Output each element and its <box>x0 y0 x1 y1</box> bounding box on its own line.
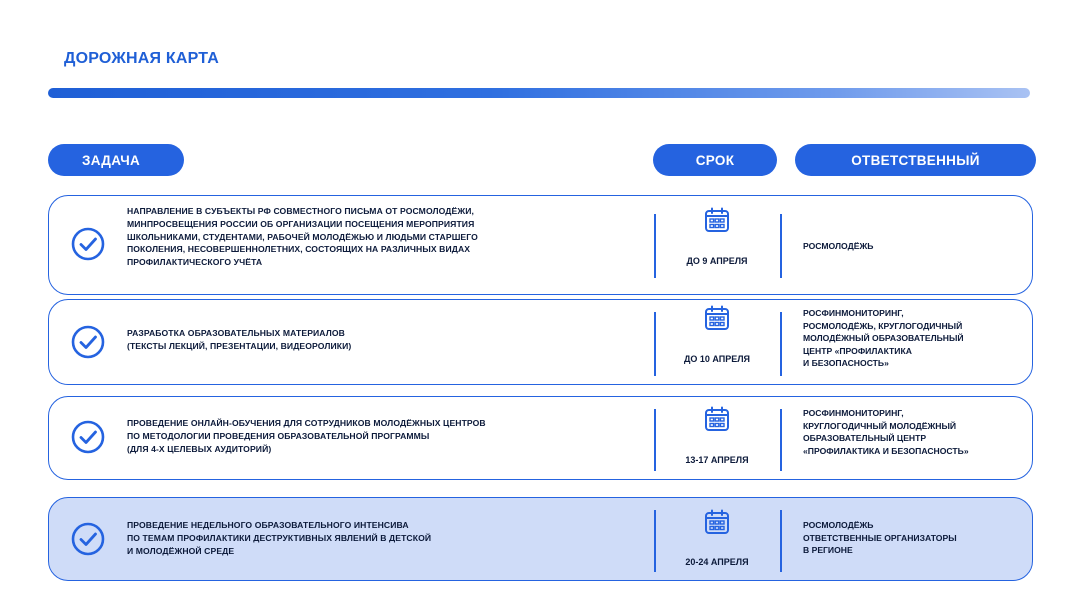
task-line: РАЗРАБОТКА ОБРАЗОВАТЕЛЬНЫХ МАТЕРИАЛОВ <box>127 328 345 338</box>
responsible-line: В РЕГИОНЕ <box>803 545 853 556</box>
roadmap-row-3 <box>48 396 1033 480</box>
column-header-task: ЗАДАЧА <box>48 144 184 176</box>
task-line: ПО ТЕМАМ ПРОФИЛАКТИКИ ДЕСТРУКТИВНЫХ ЯВЛЕНИЙ В ДЕТСКОЙ <box>127 532 432 543</box>
task-line: ПОКОЛЕНИЯ, НЕСОВЕРШЕННОЛЕТНИХ, СОСТОЯЩИХ НА РАЗЛИЧНЫХ ВИДАХ <box>127 244 471 255</box>
responsible-line: ЦЕНТР «ПРОФИЛАКТИКА <box>803 345 912 356</box>
responsible-line: КРУГЛОГОДИЧНЫЙ МОЛОДЁЖНЫЙ <box>803 420 957 431</box>
column-divider <box>654 510 656 572</box>
responsible-text <box>803 240 1028 253</box>
roadmap-row-2 <box>48 299 1033 385</box>
calendar-icon <box>704 406 730 432</box>
responsible-line: И БЕЗОПАСНОСТЬ» <box>803 358 889 369</box>
task-line: ПРОФИЛАКТИЧЕСКОГО УЧЁТА <box>127 257 263 268</box>
column-divider <box>780 214 782 278</box>
calendar-icon <box>704 305 730 331</box>
responsible-text <box>803 519 1028 557</box>
task-line: (ДЛЯ 4-Х ЦЕЛЕВЫХ АУДИТОРИЙ) <box>127 443 272 454</box>
responsible-line: РОСФИНМОНИТОРИНГ, <box>803 408 904 418</box>
column-divider <box>654 409 656 471</box>
check-circle-icon <box>71 227 105 261</box>
column-divider <box>654 312 656 376</box>
column-header-responsible: ОТВЕТСТВЕННЫЙ <box>795 144 1036 176</box>
column-header-term: СРОК <box>653 144 777 176</box>
deadline-date: ДО 9 АПРЕЛЯ <box>686 256 748 266</box>
responsible-line: «ПРОФИЛАКТИКА И БЕЗОПАСНОСТЬ» <box>803 445 969 456</box>
responsible-line: РОСМОЛОДЁЖЬ, КРУГЛОГОДИЧНЫЙ <box>803 320 963 331</box>
deadline-date: ДО 10 АПРЕЛЯ <box>683 354 751 364</box>
check-circle-icon <box>71 522 105 556</box>
task-line: (ТЕКСТЫ ЛЕКЦИЙ, ПРЕЗЕНТАЦИИ, ВИДЕОРОЛИКИ) <box>127 340 352 351</box>
responsible-line: МОЛОДЁЖНЫЙ ОБРАЗОВАТЕЛЬНЫЙ <box>803 333 964 344</box>
column-divider <box>780 312 782 376</box>
responsible-text <box>803 307 1028 370</box>
responsible-line: РОСФИНМОНИТОРИНГ, <box>803 308 904 318</box>
column-divider <box>780 510 782 572</box>
calendar-icon <box>704 509 730 535</box>
deadline-date: 20-24 АПРЕЛЯ <box>685 557 749 567</box>
task-text <box>127 417 597 455</box>
task-text <box>127 327 597 353</box>
task-text <box>127 205 597 269</box>
column-divider <box>654 214 656 278</box>
deadline-date: 13-17 АПРЕЛЯ <box>685 455 749 465</box>
check-circle-icon <box>71 325 105 359</box>
responsible-line: ОБРАЗОВАТЕЛЬНЫЙ ЦЕНТР <box>803 433 927 444</box>
column-divider <box>780 409 782 471</box>
responsible-text <box>803 407 1028 457</box>
responsible-line: РОСМОЛОДЁЖЬ <box>803 241 874 251</box>
check-circle-icon <box>71 420 105 454</box>
task-line: ШКОЛЬНИКАМИ, СТУДЕНТАМИ, РАБОЧЕЙ МОЛОДЁЖЬЮ И ЛЮДЬМИ СТАРШЕГО <box>127 231 478 242</box>
roadmap-row-1 <box>48 195 1033 295</box>
task-line: ПРОВЕДЕНИЕ ОНЛАЙН-ОБУЧЕНИЯ ДЛЯ СОТРУДНИКОВ МОЛОДЁЖНЫХ ЦЕНТРОВ <box>127 418 486 428</box>
responsible-line: ОТВЕТСТВЕННЫЕ ОРГАНИЗАТОРЫ <box>803 532 957 543</box>
title-underline <box>48 88 1030 98</box>
task-line: НАПРАВЛЕНИЕ В СУБЪЕКТЫ РФ СОВМЕСТНОГО ПИСЬМА ОТ РОСМОЛОДЁЖИ, <box>127 206 475 216</box>
task-line: ПРОВЕДЕНИЕ НЕДЕЛЬНОГО ОБРАЗОВАТЕЛЬНОГО ИНТЕНСИВА <box>127 520 409 530</box>
task-line: МИНПРОСВЕЩЕНИЯ РОССИИ ОБ ОРГАНИЗАЦИИ ПОСЕЩЕНИЯ МЕРОПРИЯТИЯ <box>127 218 475 229</box>
calendar-icon <box>704 207 730 233</box>
responsible-line: РОСМОЛОДЁЖЬ <box>803 520 874 530</box>
task-line: ПО МЕТОДОЛОГИИ ПРОВЕДЕНИЯ ОБРАЗОВАТЕЛЬНОЙ ПРОГРАММЫ <box>127 430 430 441</box>
task-line: И МОЛОДЁЖНОЙ СРЕДЕ <box>127 545 235 556</box>
page-title: ДОРОЖНАЯ КАРТА <box>64 50 219 67</box>
task-text <box>127 519 597 557</box>
roadmap-row-4 <box>48 497 1033 581</box>
